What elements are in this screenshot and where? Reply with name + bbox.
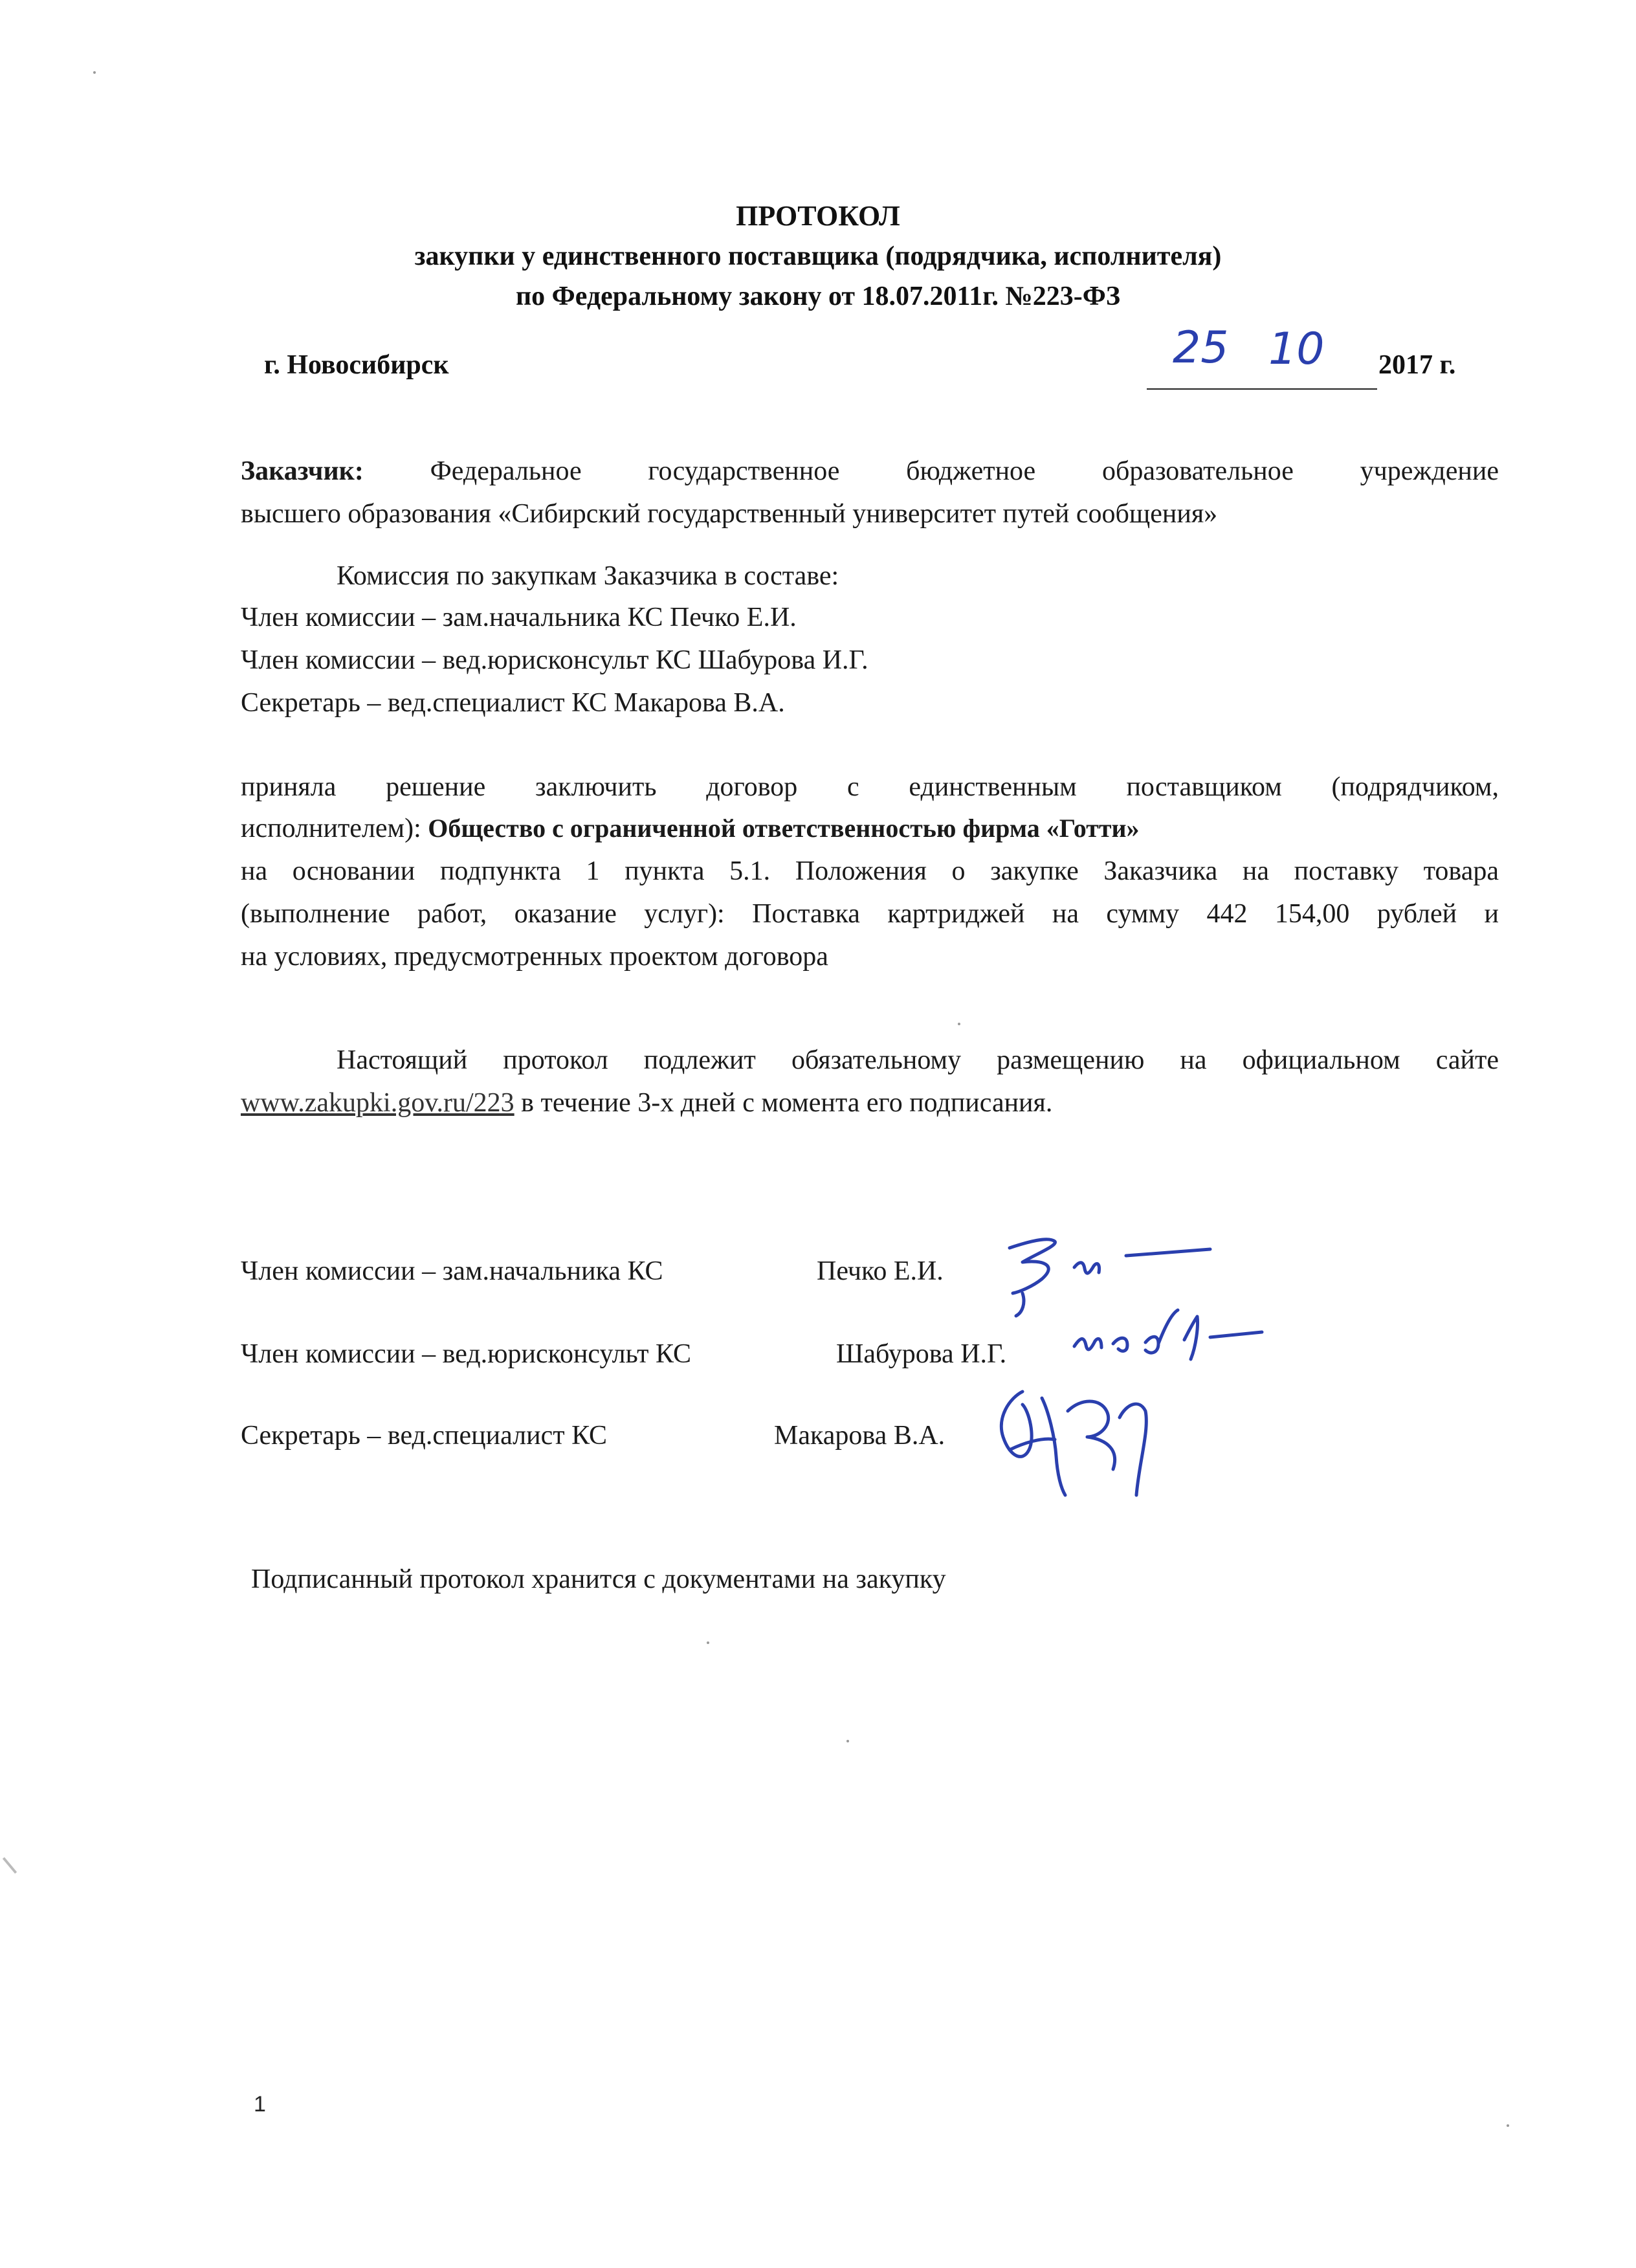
- commission-member-1: Член комиссии – зам.начальника КС Печко Е.И.: [241, 603, 797, 632]
- signer-2-name: Шабурова И.Г.: [836, 1339, 1007, 1369]
- signature-3: [984, 1372, 1178, 1515]
- publication-line-2: [241, 1082, 1052, 1124]
- scan-speck: [846, 1740, 849, 1742]
- publication-rest: в течение 3-х дней с момента его подписания.: [514, 1088, 1053, 1118]
- commission-intro: Комиссия по закупкам Заказчика в составе:: [337, 561, 839, 591]
- scan-edge-mark: [3, 1857, 17, 1874]
- signer-2-role: Член комиссии – вед.юрисконсульт КС: [241, 1339, 692, 1369]
- signature-2: [1068, 1301, 1275, 1372]
- publication-line-1: Настоящий протокол подлежит обязательному размещению на официальном сайте: [337, 1045, 1499, 1075]
- page-number: 1: [254, 2092, 266, 2117]
- decision-line-2: [241, 808, 1140, 849]
- handwritten-month: 10: [1268, 324, 1325, 375]
- signer-1-role: Член комиссии – зам.начальника КС: [241, 1256, 663, 1286]
- customer-line-2: высшего образования «Сибирский государственный университет путей сообщения»: [241, 499, 1218, 529]
- customer-line-1: [241, 450, 1499, 492]
- scan-speck: [707, 1641, 709, 1644]
- handwritten-day: 25: [1173, 322, 1229, 373]
- decision-line-4: (выполнение работ, оказание услуг): Поставка картриджей на сумму 442 154,00 рублей и: [241, 899, 1499, 929]
- date-year: 2017 г.: [1378, 350, 1456, 380]
- city-label: г. Новосибирск: [264, 350, 449, 380]
- customer-name-part1: Федеральное государственное бюджетное образовательное учреждение: [430, 456, 1499, 486]
- commission-secretary: Секретарь – вед.специалист КС Макарова В.А.: [241, 688, 785, 718]
- footer-note: Подписанный протокол хранится с документами на закупку: [251, 1564, 946, 1594]
- scan-speck: [93, 71, 96, 74]
- decision-line-1: приняла решение заключить договор с единственным поставщиком (подрядчиком,: [241, 772, 1499, 802]
- document-title: ПРОТОКОЛ: [736, 200, 900, 232]
- decision-line-5: на условиях, предусмотренных проектом договора: [241, 942, 828, 972]
- supplier-name: Общество с ограниченной ответственностью фирма «Готти»: [428, 814, 1140, 843]
- zakupki-link[interactable]: www.zakupki.gov.ru/223: [241, 1088, 514, 1118]
- commission-member-2: Член комиссии – вед.юрисконсульт КС Шабурова И.Г.: [241, 645, 868, 675]
- scan-speck: [958, 1023, 960, 1025]
- customer-label: Заказчик:: [241, 456, 364, 486]
- scan-speck: [1507, 2124, 1509, 2127]
- signer-3-role: Секретарь – вед.специалист КС: [241, 1421, 608, 1451]
- signer-3-name: Макарова В.А.: [774, 1421, 945, 1451]
- signer-1-name: Печко Е.И.: [817, 1256, 944, 1286]
- date-underline: [1147, 388, 1377, 390]
- document-subtitle-1: закупки у единственного поставщика (подрядчика, исполнителя): [414, 241, 1222, 271]
- decision-prefix: исполнителем):: [241, 814, 421, 843]
- decision-line-3: на основании подпункта 1 пункта 5.1. Положения о закупке Заказчика на поставку товара: [241, 856, 1499, 886]
- document-subtitle-2: по Федеральному закону от 18.07.2011г. №223-ФЗ: [515, 282, 1120, 311]
